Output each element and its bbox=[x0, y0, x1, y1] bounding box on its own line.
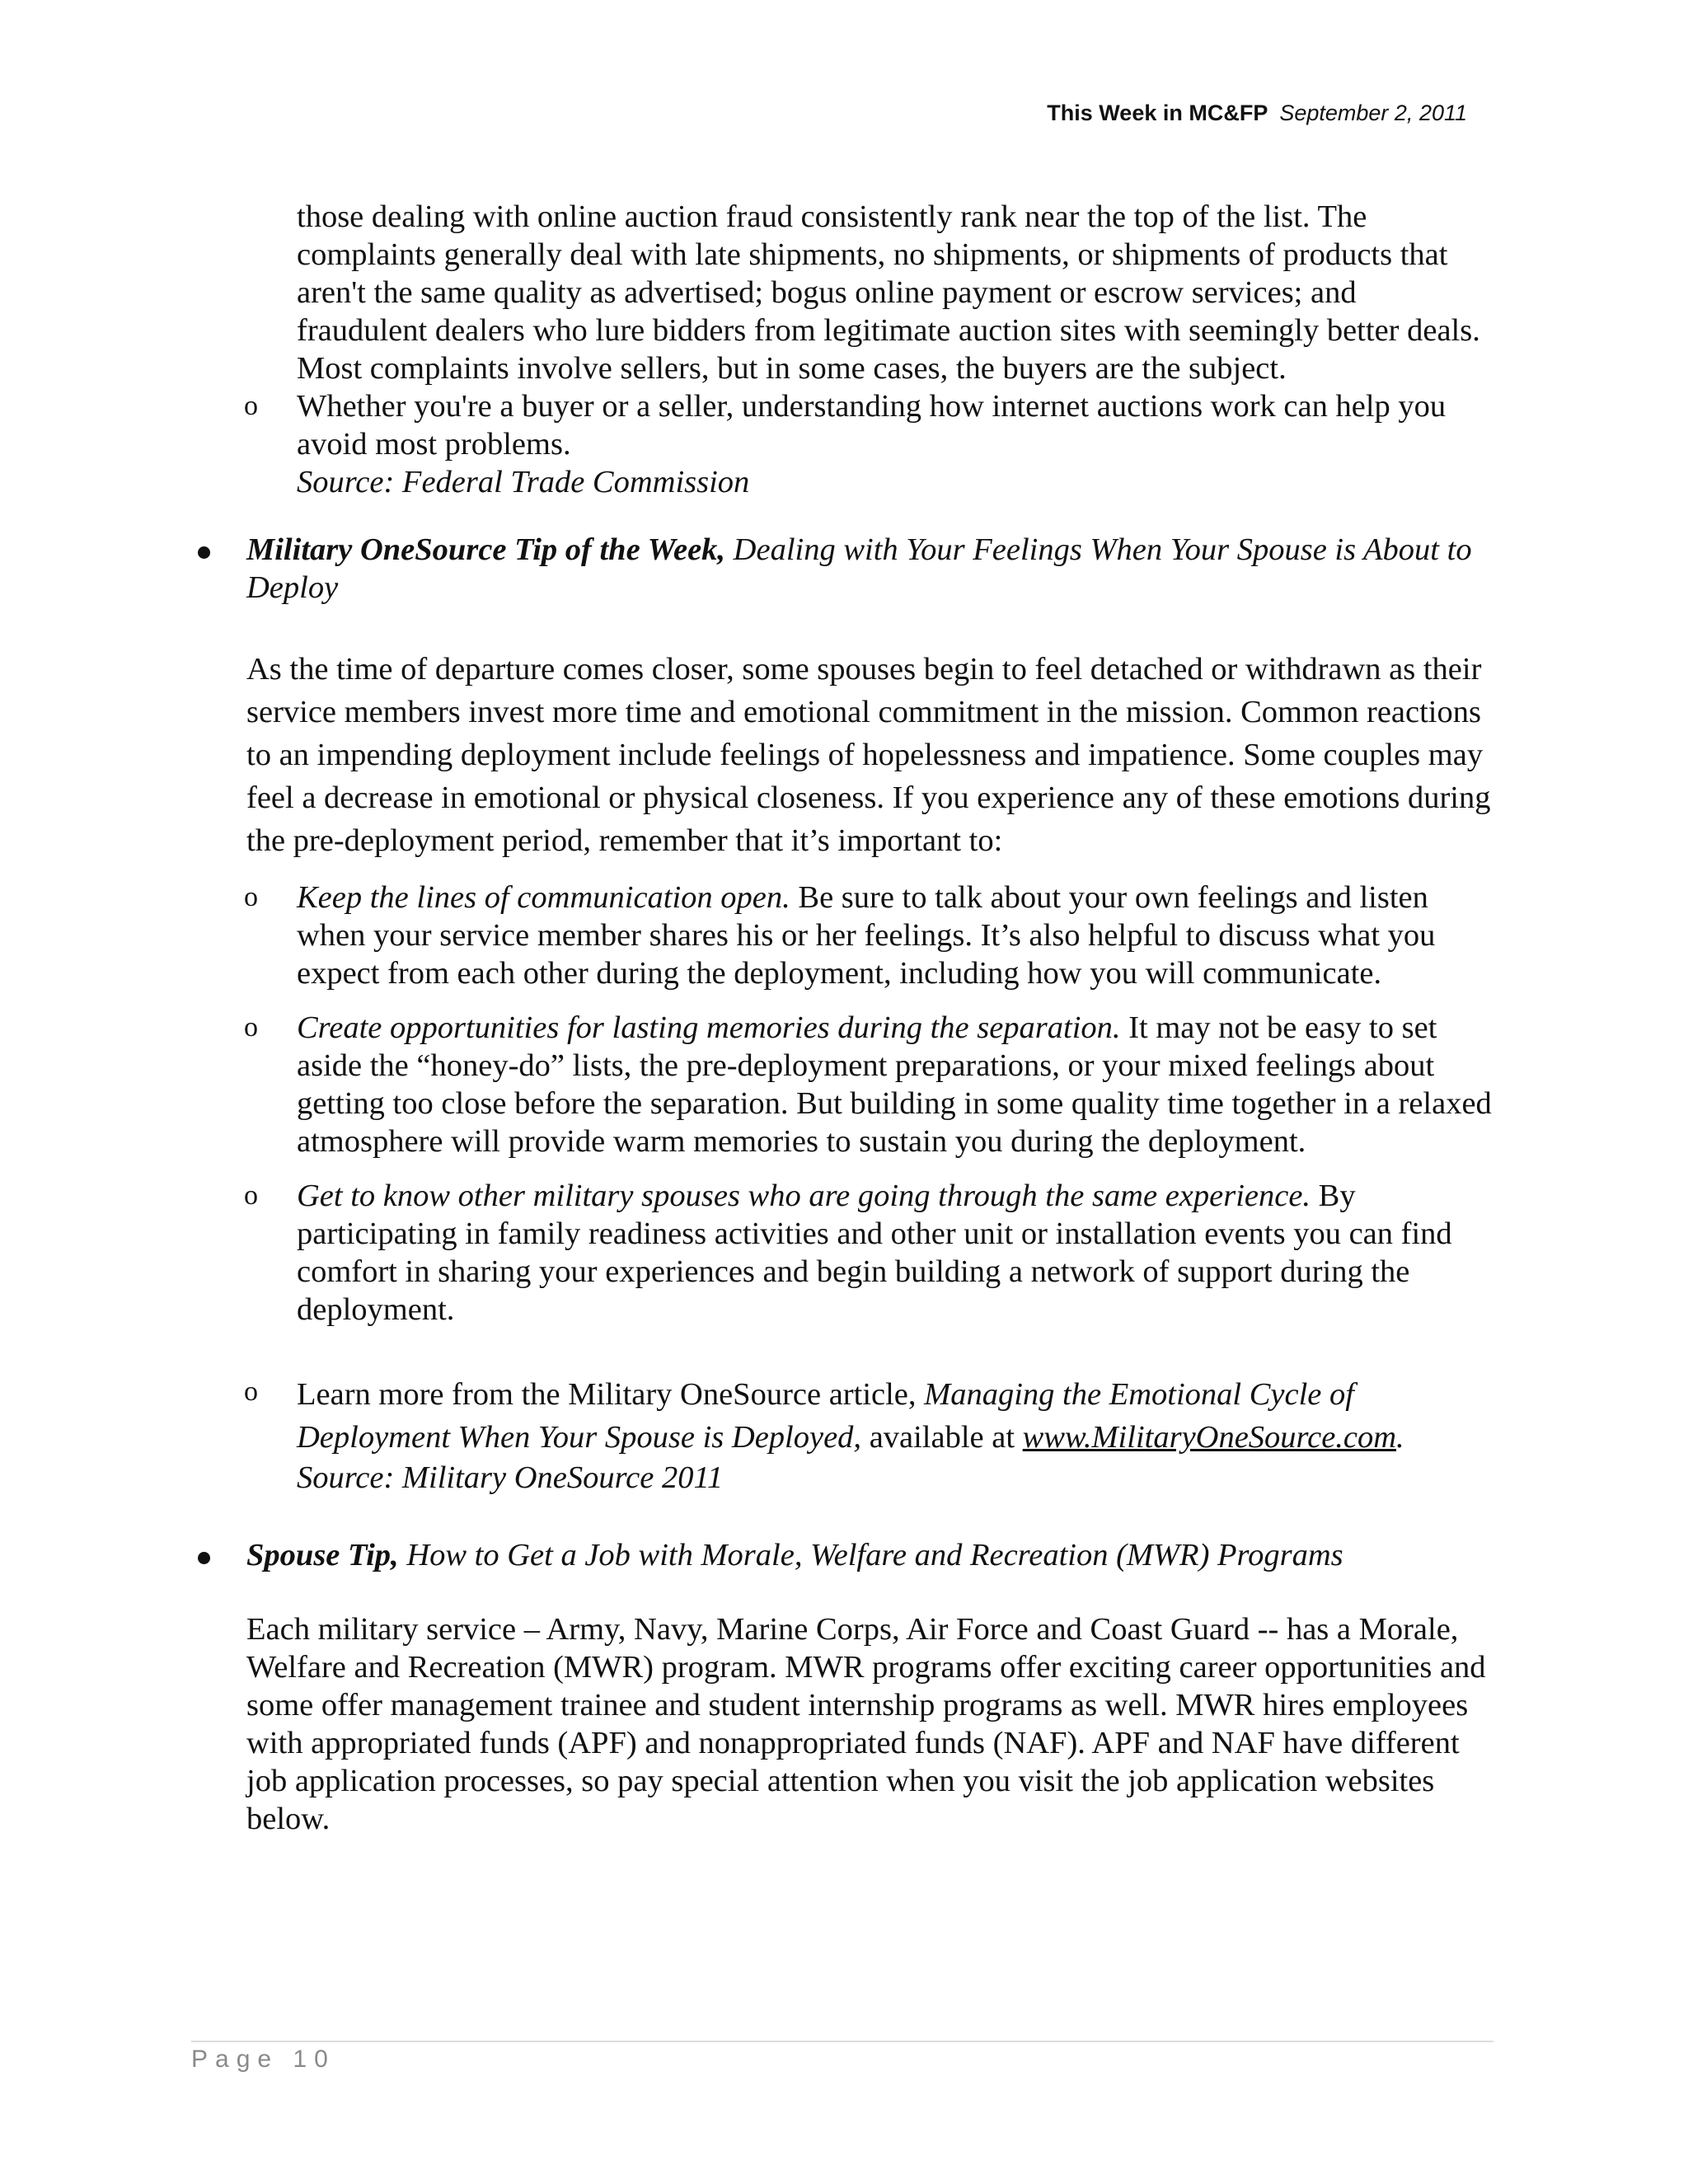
learn-more-line bbox=[297, 1373, 1493, 1459]
onesource-item bbox=[191, 1177, 1493, 1329]
onesource-item-italic: Create opportunities for lasting memories during the separation. bbox=[297, 1010, 1121, 1045]
continued-paragraph bbox=[191, 198, 1493, 387]
onesource-item bbox=[191, 879, 1493, 992]
onesource-heading-bold: Military OneSource Tip of the Week, bbox=[246, 532, 726, 567]
onesource-item-text: It may not be easy to set aside the “honey-do” lists, the pre-deployment preparations, or your mixed feelings about getting too close before the separation. But building in some quality time together in a relaxed atmosphere will provide warm memories to sustain you during the deployment. bbox=[297, 1010, 1492, 1159]
newsletter-date: September 2, 2011 bbox=[1279, 101, 1467, 125]
newsletter-title: This Week in MC&FP bbox=[1047, 101, 1268, 125]
spouse-tip-body: Each military service – Army, Navy, Marine Corps, Air Force and Coast Guard -- has a Morale, Welfare and Recreation (MWR) program. MWR programs offer exciting career opportunities and some offer management trainee and student internship programs as well. MWR hires employees with appropriated funds (APF) and nonappropriated funds (NAF). APF and NAF have different job application processes, so pay special attention when you visit the job application websites below. bbox=[246, 1612, 1486, 1836]
continued-paragraph-text: those dealing with online auction fraud consistently rank near the top of the list. The complaints generally deal with late shipments, no shipments, or shipments of products that aren't the same quality as advertised; bogus online payment or escrow services; and fraudulent dealers who lure bidders from legitimate auction sites with seemingly better deals. Most complaints involve sellers, but in some cases, the buyers are the subject. bbox=[297, 199, 1480, 386]
military-onesource-link[interactable]: www.MilitaryOneSource.com bbox=[1022, 1420, 1397, 1455]
article-title: Managing the Emotional Cycle of Deployment When Your Spouse is Deployed, bbox=[297, 1377, 1354, 1455]
auction-tip-item bbox=[191, 387, 1493, 501]
onesource-item-text: By participating in family readiness activities and other unit or installation events you can find comfort in sharing your experiences and begin building a network of support during the deployment. bbox=[297, 1179, 1452, 1327]
page-number: Page 10 bbox=[191, 2046, 335, 2073]
sub-bullet-marker: o bbox=[244, 882, 258, 912]
onesource-item-italic: Keep the lines of communication open. bbox=[297, 880, 790, 915]
sub-bullet-marker: o bbox=[244, 1376, 258, 1407]
auction-tip-text: Whether you're a buyer or a seller, understanding how internet auctions work can help you avoid most problems. bbox=[297, 389, 1447, 462]
spouse-tip-heading-bold: Spouse Tip, bbox=[246, 1538, 399, 1572]
onesource-intro: As the time of departure comes closer, some spouses begin to feel detached or withdrawn as their service members invest more time and emotional commitment in the mission. Common reactions to an impending deployment include feelings of hopelessness and impatience. Some couples may feel a decrease in emotional or physical closeness. If you experience any of these emotions during the pre-deployment period, remember that it’s important to: bbox=[246, 652, 1491, 858]
link-period: . bbox=[1396, 1420, 1404, 1455]
page-header bbox=[1047, 101, 1467, 126]
bullet-dot-icon bbox=[198, 546, 210, 559]
spouse-tip-heading-italic: How to Get a Job with Morale, Welfare and Recreation (MWR) Programs bbox=[406, 1538, 1343, 1572]
page-content bbox=[191, 198, 1493, 1838]
learn-more-item bbox=[191, 1373, 1493, 1497]
sub-bullet-marker: o bbox=[244, 1012, 258, 1043]
onesource-item-text: Be sure to talk about your own feelings and listen when your service member shares his or her feelings. It’s also helpful to discuss what you expect from each other during the deployment, including how you will communicate. bbox=[297, 880, 1436, 991]
footer-divider bbox=[191, 2041, 1493, 2042]
ftc-source: Source: Federal Trade Commission bbox=[297, 465, 750, 499]
onesource-item-italic: Get to know other military spouses who are going through the same experience. bbox=[297, 1179, 1311, 1213]
sub-bullet-marker: o bbox=[244, 1180, 258, 1211]
spouse-tip-heading bbox=[191, 1536, 1493, 1574]
learn-more-prefix: Learn more from the Military OneSource article, bbox=[297, 1377, 917, 1412]
sub-bullet-marker: o bbox=[244, 391, 258, 421]
onesource-source: Source: Military OneSource 2011 bbox=[297, 1460, 724, 1495]
onesource-item bbox=[191, 1009, 1493, 1160]
onesource-tip-heading bbox=[191, 531, 1493, 607]
bullet-dot-icon bbox=[198, 1552, 210, 1564]
available-at-text: available at bbox=[869, 1420, 1015, 1455]
onesource-heading-italic: Dealing with Your Feelings When Your Spouse is About to Deploy bbox=[246, 532, 1472, 605]
